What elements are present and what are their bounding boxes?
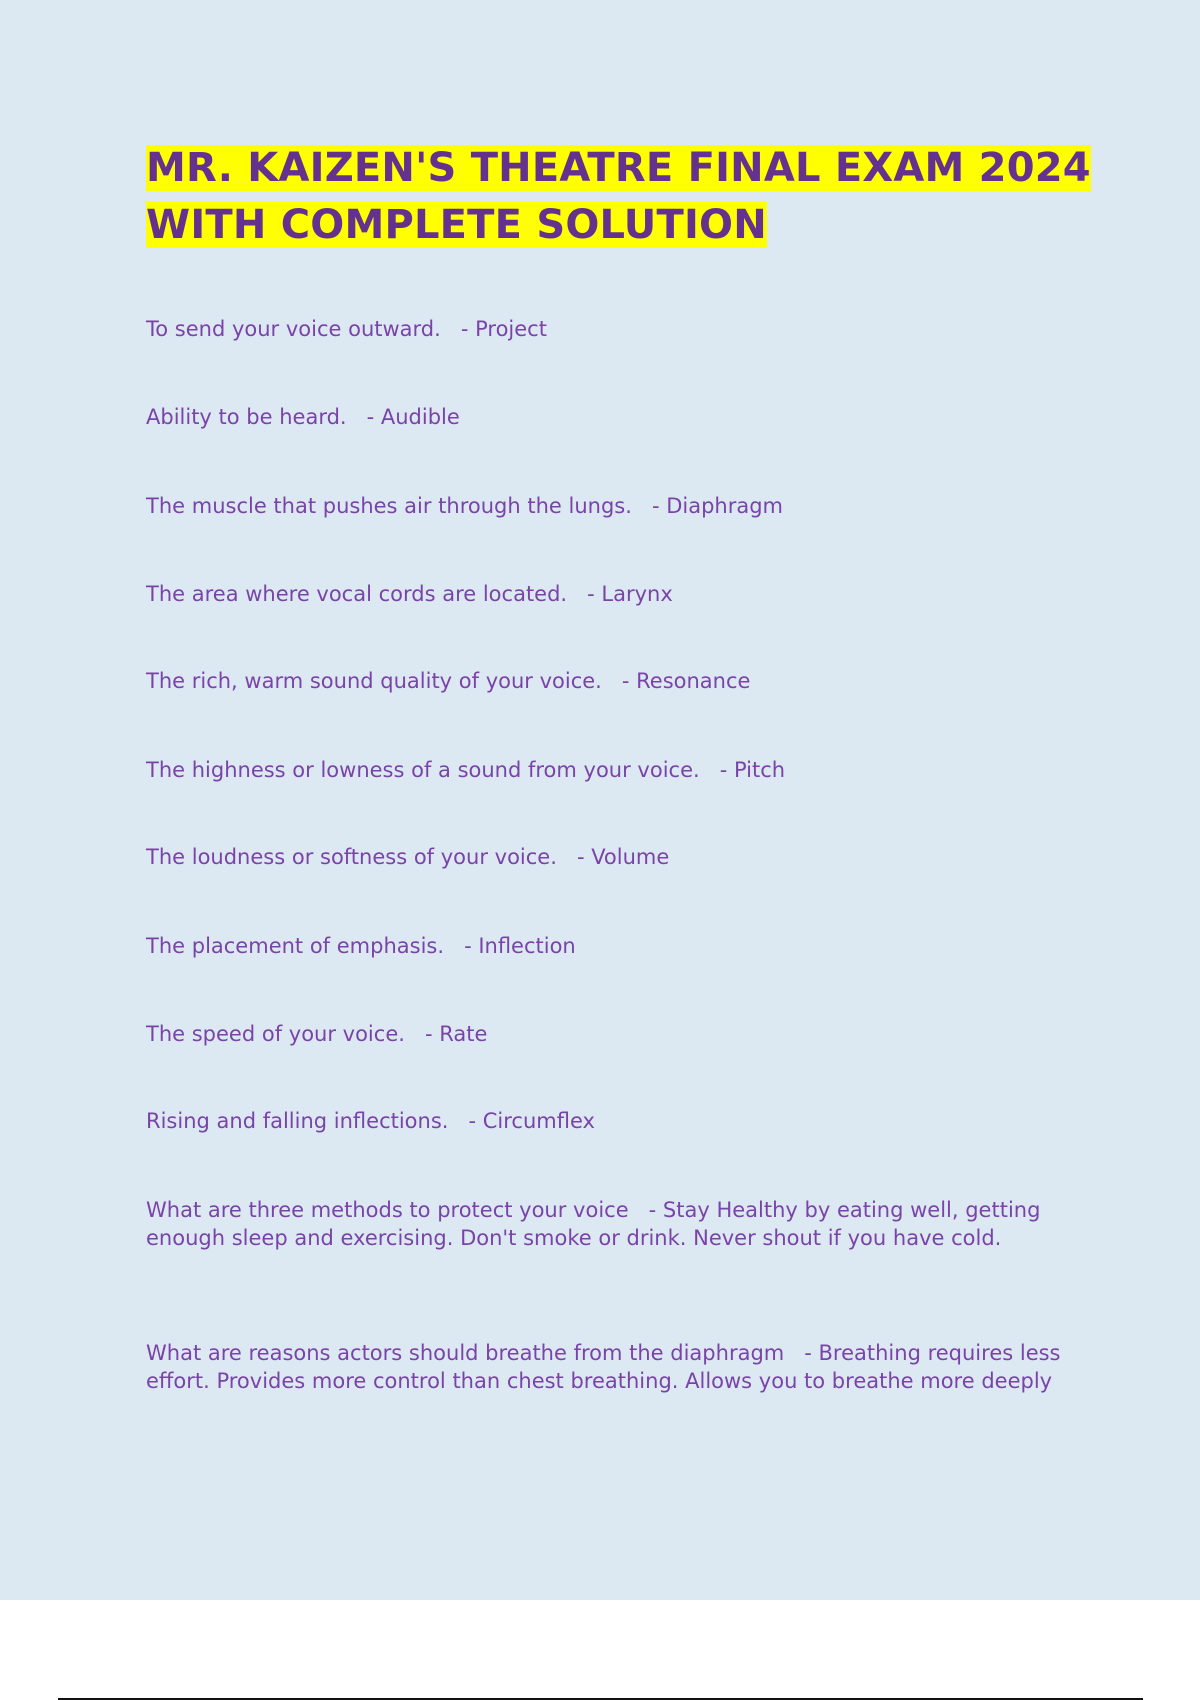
- qa-item: [146, 756, 1086, 784]
- answer-text: - Volume: [576, 845, 670, 869]
- qa-item: [146, 667, 1086, 695]
- question-text: Ability to be heard.: [146, 405, 347, 429]
- question-text: The area where vocal cords are located.: [146, 582, 568, 606]
- answer-text: - Resonance: [621, 669, 751, 693]
- question-text: The muscle that pushes air through the lungs.: [146, 494, 632, 518]
- qa-item: [146, 1107, 1086, 1135]
- qa-item: [146, 1196, 1086, 1252]
- answer-text: - Rate: [424, 1022, 488, 1046]
- qa-item: [146, 492, 1086, 520]
- qa-item: [146, 932, 1086, 960]
- answer-text: - Breathing requires less effort. Provides more control than chest breathing. Allows you to breathe more deeply: [146, 1341, 1061, 1393]
- answer-text: - Diaphragm: [651, 494, 783, 518]
- question-text: What are reasons actors should breathe from the diaphragm: [146, 1341, 785, 1365]
- title-highlight: MR. KAIZEN'S THEATRE FINAL EXAM 2024 WITH COMPLETE SOLUTION: [146, 145, 1091, 248]
- answer-text: - Larynx: [587, 582, 673, 606]
- answer-text: - Audible: [366, 405, 460, 429]
- answer-text: - Project: [460, 317, 547, 341]
- question-text: The placement of emphasis.: [146, 934, 445, 958]
- question-text: The rich, warm sound quality of your voice.: [146, 669, 602, 693]
- question-text: The loudness or softness of your voice.: [146, 845, 557, 869]
- qa-item: [146, 403, 1086, 431]
- question-text: What are three methods to protect your voice: [146, 1198, 629, 1222]
- answer-text: - Circumflex: [468, 1109, 595, 1133]
- qa-item: [146, 315, 1086, 343]
- qa-item: [146, 1020, 1086, 1048]
- document-title: [146, 140, 1096, 254]
- question-text: To send your voice outward.: [146, 317, 441, 341]
- question-text: The highness or lowness of a sound from your voice.: [146, 758, 700, 782]
- answer-text: - Inflection: [464, 934, 576, 958]
- answer-text: - Pitch: [719, 758, 786, 782]
- question-text: The speed of your voice.: [146, 1022, 405, 1046]
- question-text: Rising and falling inflections.: [146, 1109, 449, 1133]
- qa-item: [146, 843, 1086, 871]
- qa-item: [146, 580, 1086, 608]
- qa-item: [146, 1339, 1086, 1395]
- answer-text: - Stay Healthy by eating well, getting enough sleep and exercising. Don't smoke or drink. Never shout if you have cold.: [146, 1198, 1041, 1250]
